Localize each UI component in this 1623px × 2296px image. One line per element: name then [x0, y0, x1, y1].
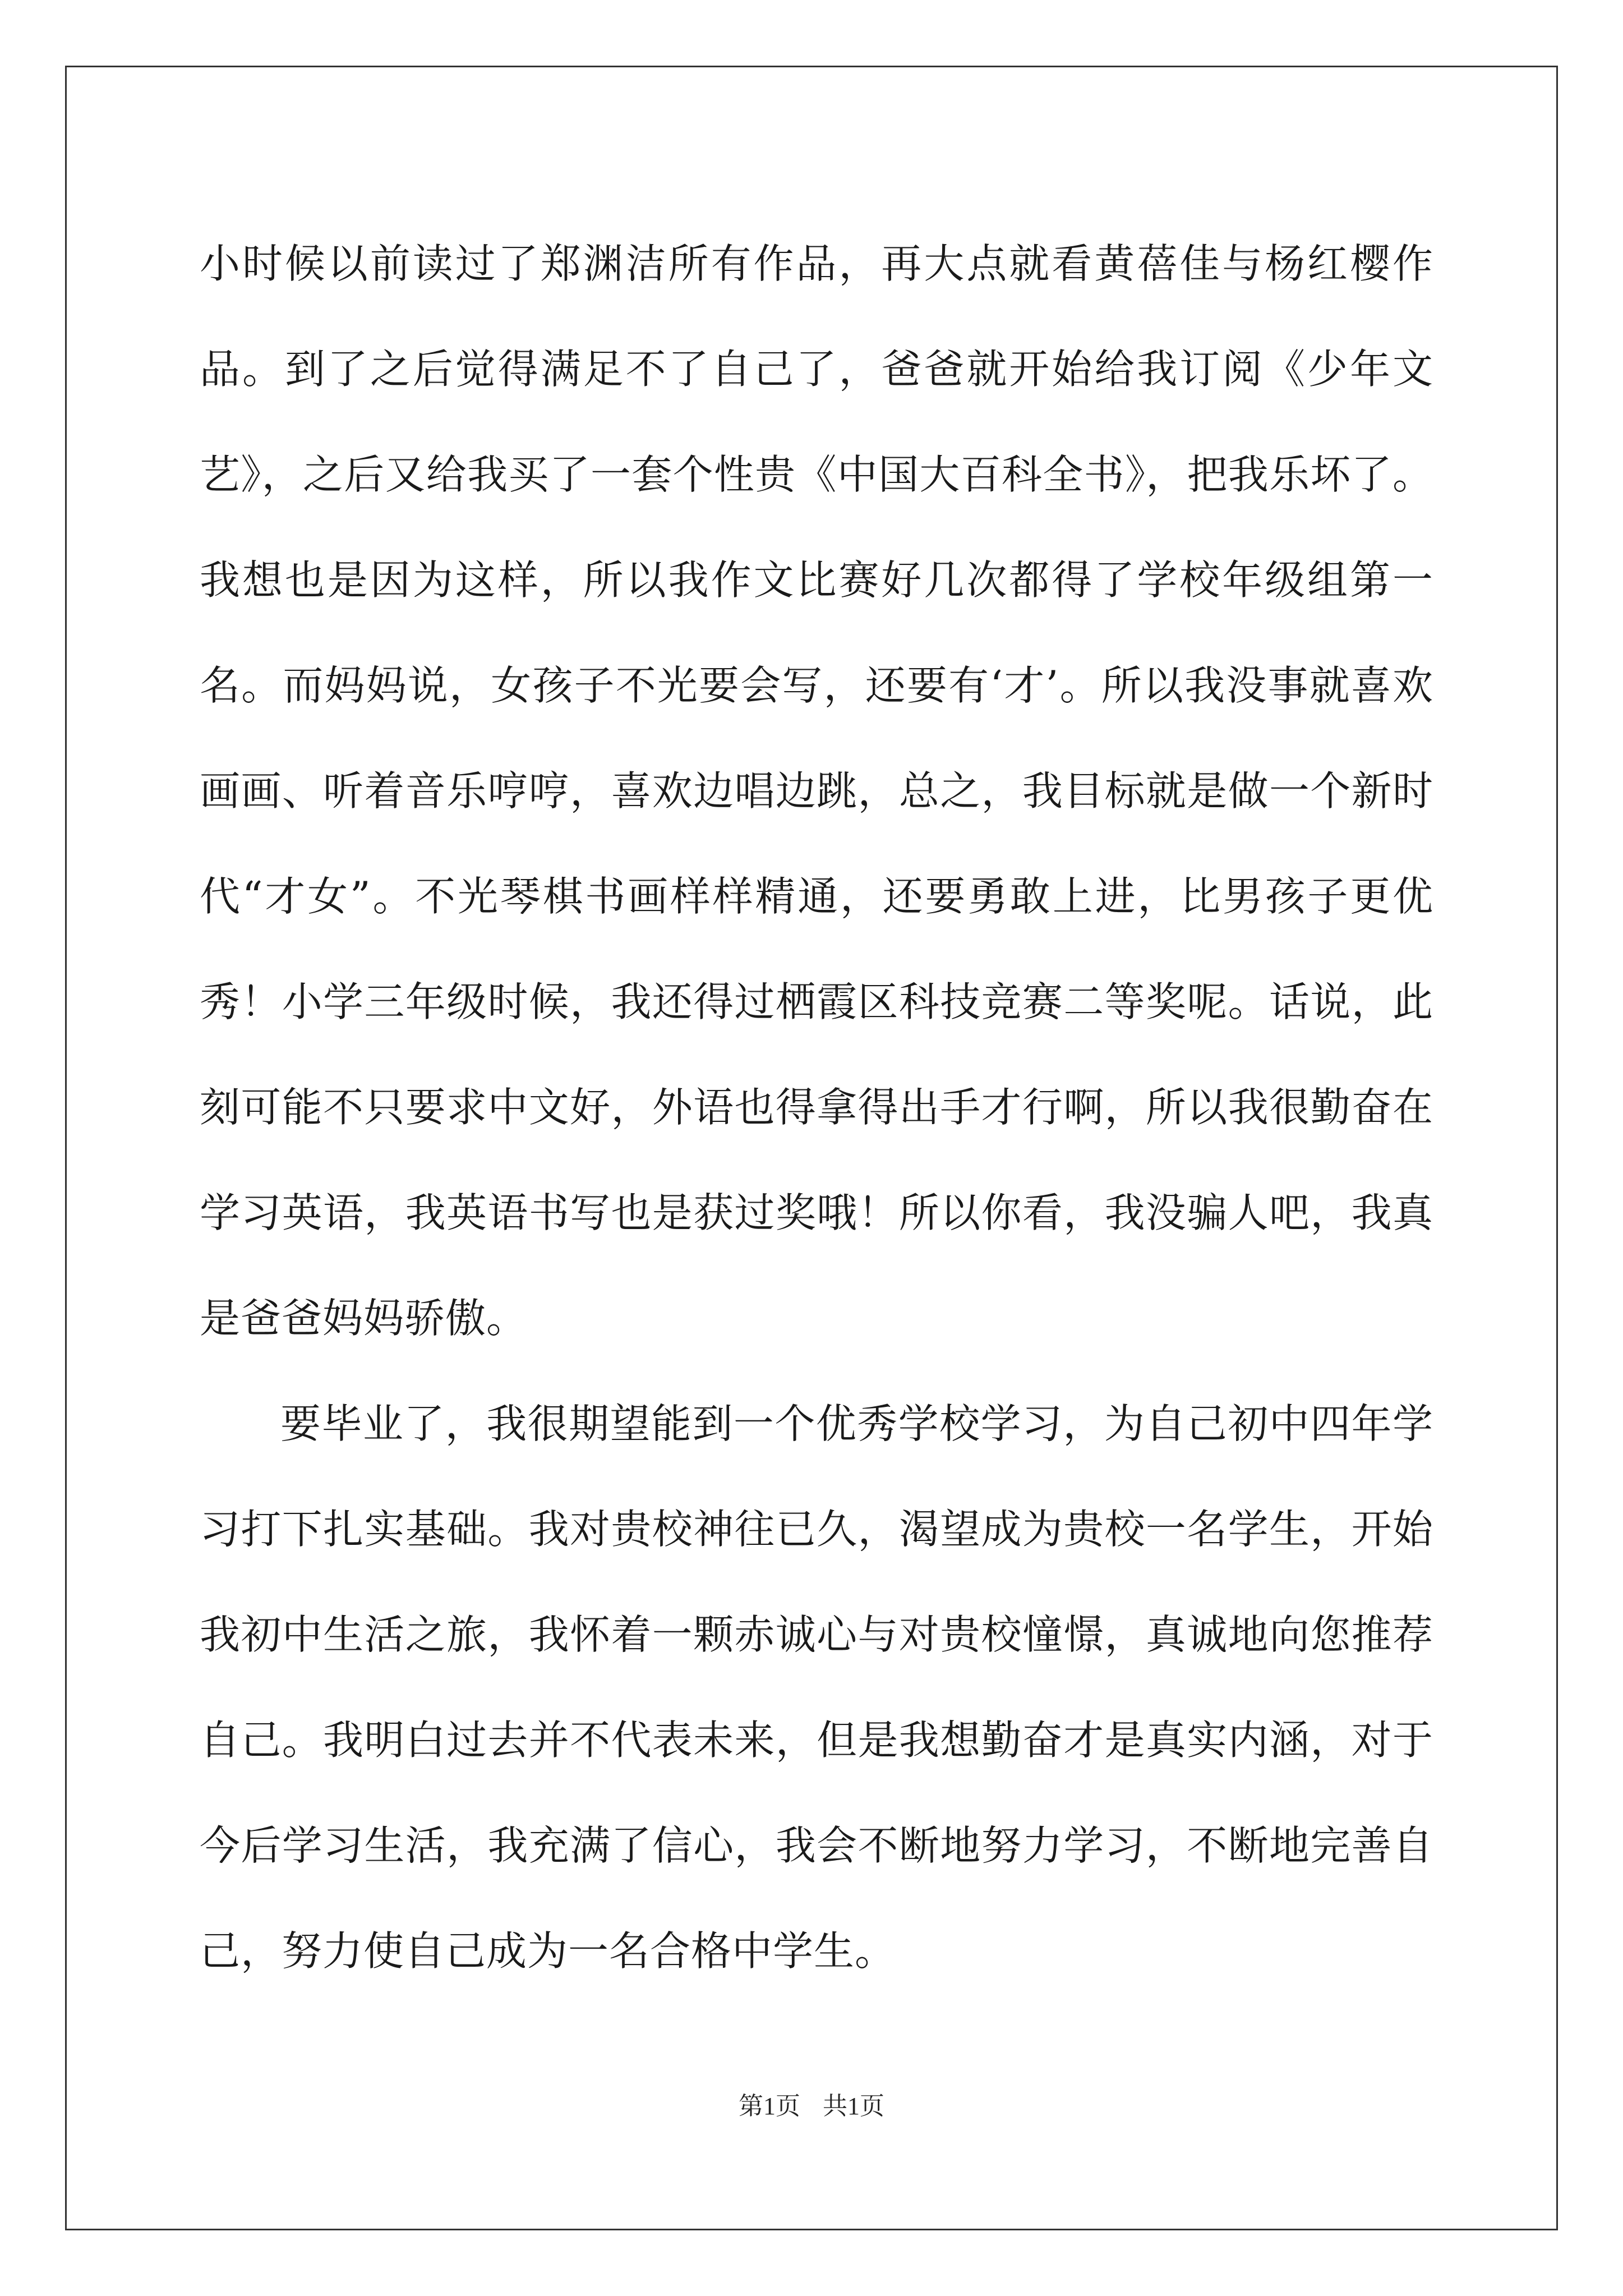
paragraph-2: 要毕业了，我很期望能到一个优秀学校学习，为自己初中四年学习打下扎实基础。我对贵校神往已久，渴望成为贵校一名学生，开始我初中生活之旅，我怀着一颗赤诚心与对贵校憧憬，真诚地向您推荐自己。我明白过去并不代表未来，但是我想勤奋才是真实内涵，对于今后学习生活，我充满了信心，我会不断地努力学习，不断地完善自己，努力使自己成为一名合格中学生。 — [200, 1400, 1433, 1975]
page-number-total: 共1页 — [823, 2092, 884, 2120]
page-number-current: 第1页 — [739, 2092, 800, 2120]
page-footer — [0, 2086, 1623, 2122]
document-body — [200, 211, 1433, 2004]
paragraph-1: 小时候以前读过了郑渊洁所有作品，再大点就看黄蓓佳与杨红樱作品。到了之后觉得满足不了自己了，爸爸就开始给我订阅《少年文艺》，之后又给我买了一套个性贵《中国大百科全书》，把我乐坏了。我想也是因为这样，所以我作文比赛好几次都得了学校年级组第一名。而妈妈说，女孩子不光要会写，还要有‘才’。所以我没事就喜欢画画、听着音乐哼哼，喜欢边唱边跳，总之，我目标就是做一个新时代“才女”。不光琴棋书画样样精通，还要勇敢上进，比男孩子更优秀！小学三年级时候，我还得过栖霞区科技竞赛二等奖呢。话说，此刻可能不只要求中文好，外语也得拿得出手才行啊，所以我很勤奋在学习英语，我英语书写也是获过奖哦！所以你看，我没骗人吧，我真是爸爸妈妈骄傲。 — [200, 240, 1433, 1342]
